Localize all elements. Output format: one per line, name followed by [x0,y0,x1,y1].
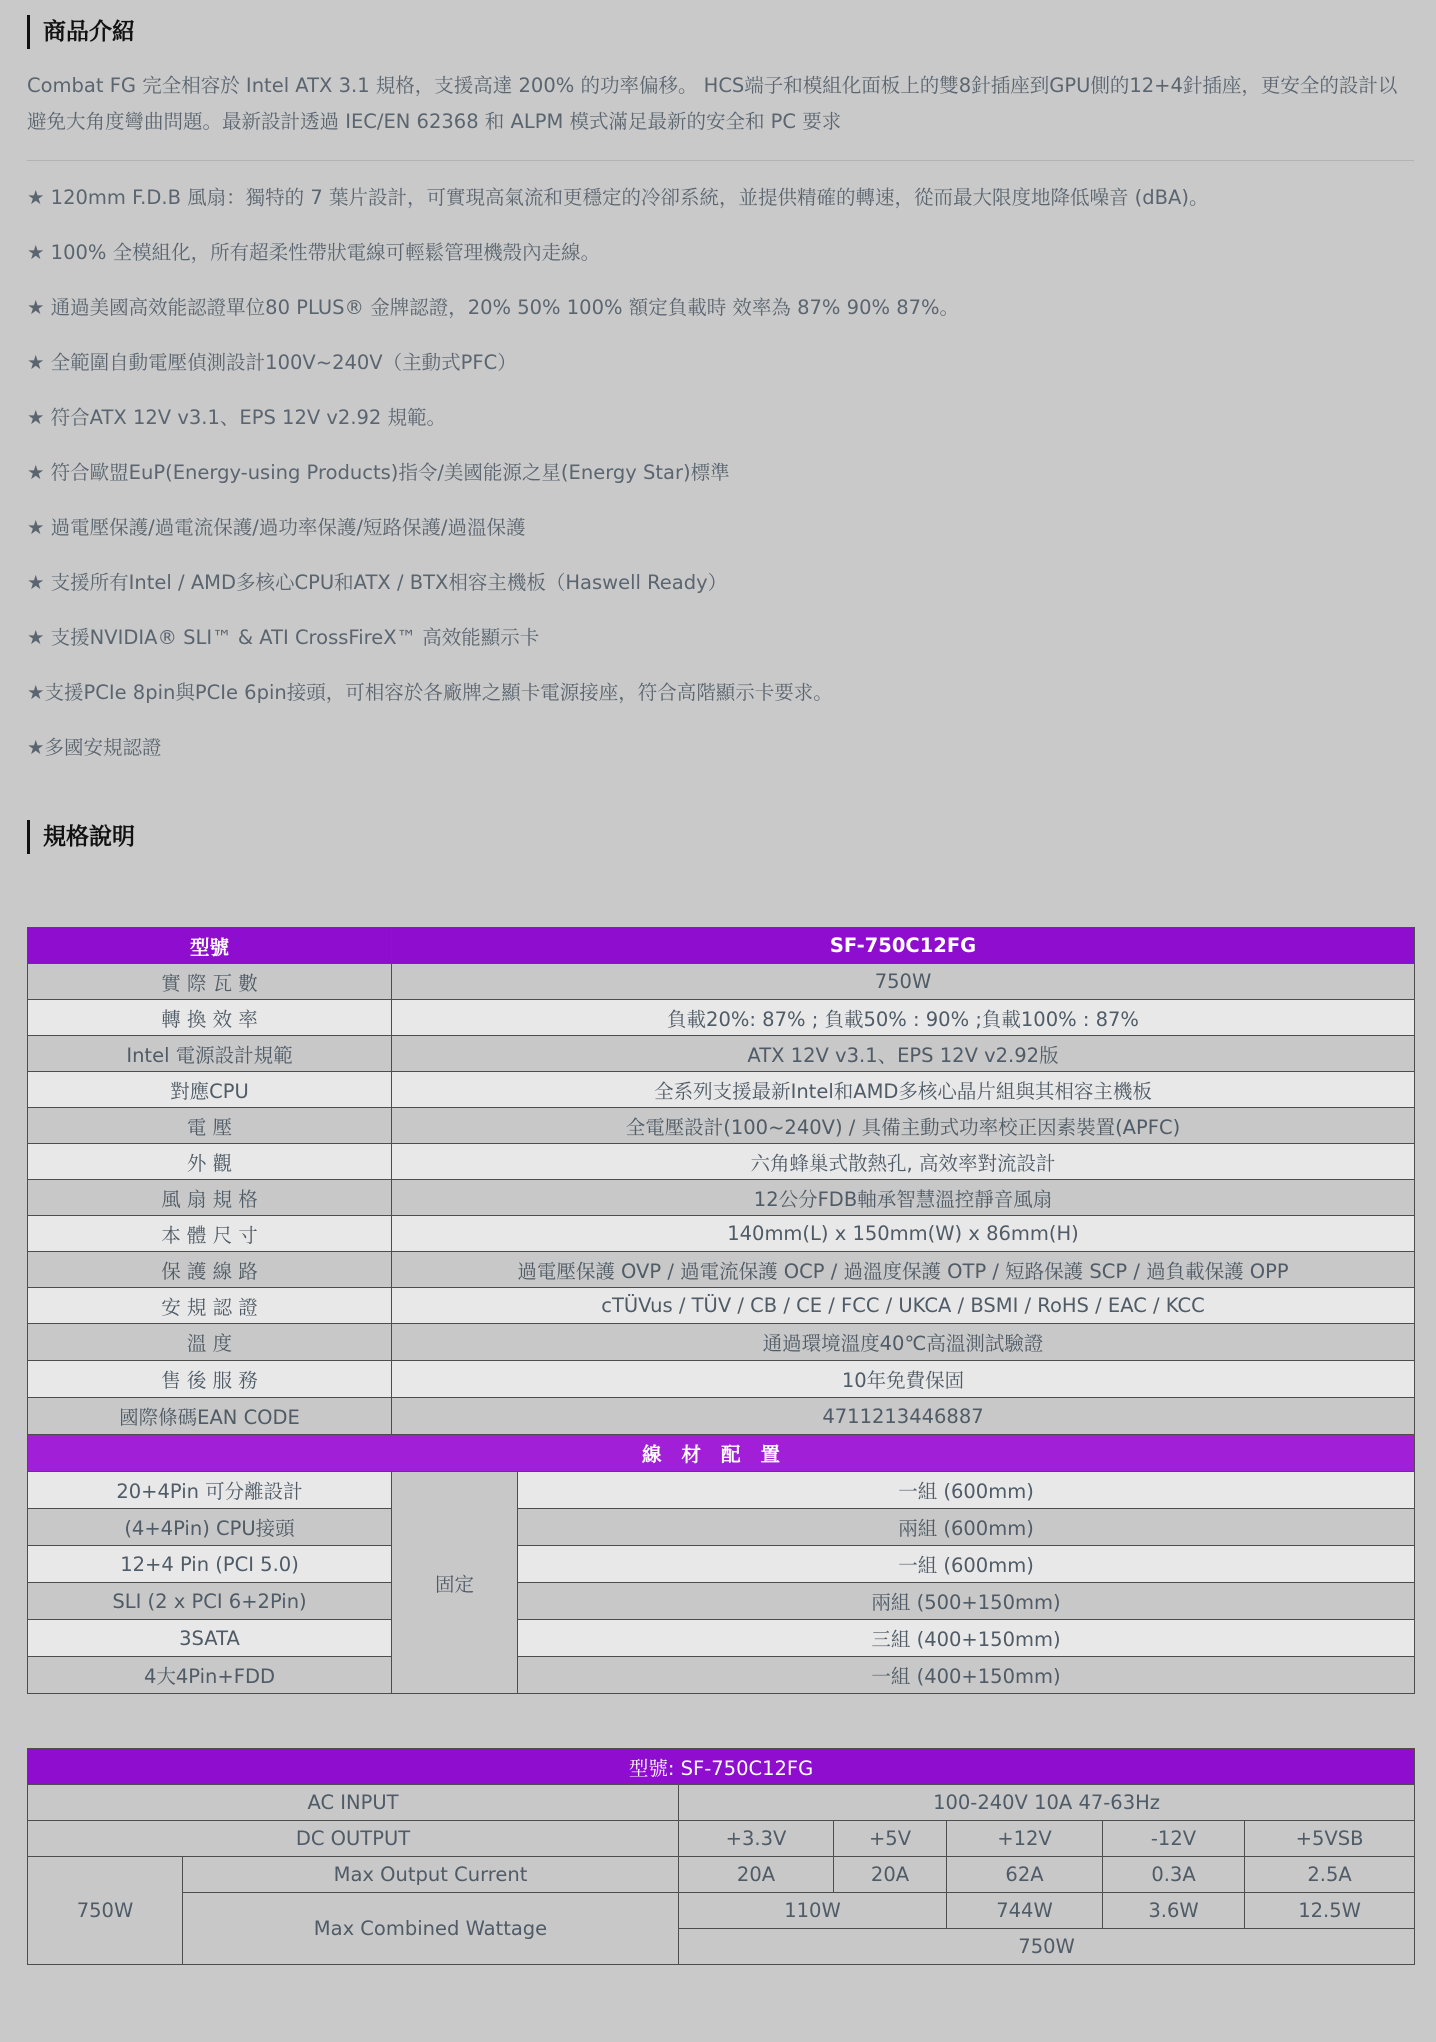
intro-section-title: 商品介紹 [27,15,135,49]
spec-label: 國際條碼EAN CODE [28,1398,392,1435]
feature-item: ★ 支援NVIDIA® SLI™ & ATI CrossFireX™ 高效能顯示卡 [27,626,540,649]
combined-wattage-label: Max Combined Wattage [183,1893,679,1965]
spec-value: 負載20%: 87% ; 負載50% : 90% ;負載100% : 87% [392,1000,1415,1036]
feature-item: ★ 通過美國高效能認證單位80 PLUS® 金牌認證，20% 50% 100% 額定負載時 效率為 87% 90% 87%。 [27,296,960,319]
ac-input-value: 100-240V 10A 47-63Hz [679,1785,1415,1821]
section-divider [27,160,1414,161]
cable-config-header: 線材配置 [28,1435,1415,1472]
intro-paragraph: Combat FG 完全相容於 Intel ATX 3.1 規格，支援高達 200% 的功率偏移。 HCS端子和模組化面板上的雙8針插座到GPU側的12+4針插座，更安全的設計以避免大角度彎曲問題。最新設計透過 IEC/EN 62368 和 ALPM 模式滿足最新的安全和 PC 要求 [27,74,1398,133]
feature-item: ★ 符合ATX 12V v3.1、EPS 12V v2.92 規範。 [27,406,447,429]
cable-value: 兩組 (500+150mm) [518,1583,1415,1620]
spec-value: 通過環境溫度40℃高溫測試驗證 [392,1324,1415,1361]
cable-value: 一組 (600mm) [518,1546,1415,1583]
dc-output-label: DC OUTPUT [28,1821,679,1857]
combined-wattage-value: 744W [947,1893,1103,1929]
total-wattage-value: 750W [679,1929,1415,1965]
cable-type: 固定 [392,1472,518,1694]
cable-value: 兩組 (600mm) [518,1509,1415,1546]
max-output-value: 20A [679,1857,834,1893]
combined-wattage-value: 3.6W [1103,1893,1245,1929]
spec-section-title: 規格說明 [27,820,135,854]
power-table [27,1748,1415,1965]
max-output-value: 0.3A [1103,1857,1245,1893]
spec-label: 本 體 尺 寸 [28,1216,392,1252]
cable-label: 20+4Pin 可分離設計 [28,1472,392,1509]
spec-table [27,927,1415,1694]
cable-value: 一組 (400+150mm) [518,1657,1415,1694]
rail-label: +3.3V [679,1821,834,1857]
spec-label: 外 觀 [28,1144,392,1180]
cable-label: 3SATA [28,1620,392,1657]
cable-label: 4大4Pin+FDD [28,1657,392,1694]
spec-model-value: SF-750C12FG [392,928,1415,964]
spec-label: 安 規 認 證 [28,1288,392,1324]
feature-item: ★ 100% 全模組化，所有超柔性帶狀電線可輕鬆管理機殼內走線。 [27,241,601,264]
power-table-title: 型號: SF-750C12FG [28,1749,1415,1785]
feature-item: ★ 120mm F.D.B 風扇：獨特的 7 葉片設計，可實現高氣流和更穩定的冷卻系統，並提供精確的轉速，從而最大限度地降低噪音 (dBA)。 [27,186,1209,209]
feature-list [27,180,1414,785]
spec-label: 風 扇 規 格 [28,1180,392,1216]
feature-item: ★ 全範圍自動電壓偵測設計100V~240V（主動式PFC） [27,351,517,374]
psu-wattage: 750W [28,1857,183,1965]
cable-label: 12+4 Pin (PCI 5.0) [28,1546,392,1583]
spec-value: cTÜVus / TÜV / CB / CE / FCC / UKCA / BSMI / RoHS / EAC / KCC [392,1288,1415,1324]
feature-item: ★支援PCIe 8pin與PCIe 6pin接頭，可相容於各廠牌之顯卡電源接座，符合高階顯示卡要求。 [27,681,833,704]
feature-item: ★ 符合歐盟EuP(Energy-using Products)指令/美國能源之星(Energy Star)標準 [27,461,730,484]
max-output-value: 62A [947,1857,1103,1893]
feature-item: ★ 過電壓保護/過電流保護/過功率保護/短路保護/過溫保護 [27,516,526,539]
spec-value: 4711213446887 [392,1398,1415,1435]
cable-label: SLI (2 x PCI 6+2Pin) [28,1583,392,1620]
spec-label: 實 際 瓦 數 [28,964,392,1000]
spec-value: ATX 12V v3.1、EPS 12V v2.92版 [392,1036,1415,1072]
spec-label: 保 護 線 路 [28,1252,392,1288]
rail-label: -12V [1103,1821,1245,1857]
spec-label: 溫 度 [28,1324,392,1361]
max-output-value: 2.5A [1245,1857,1415,1893]
spec-value: 10年免費保固 [392,1361,1415,1398]
ac-input-label: AC INPUT [28,1785,679,1821]
feature-item: ★多國安規認證 [27,736,162,759]
spec-value: 12公分FDB軸承智慧溫控靜音風扇 [392,1180,1415,1216]
cable-value: 一組 (600mm) [518,1472,1415,1509]
rail-label: +5V [834,1821,947,1857]
spec-label: 對應CPU [28,1072,392,1108]
feature-item: ★ 支援所有Intel / AMD多核心CPU和ATX / BTX相容主機板（Haswell Ready） [27,571,728,594]
spec-value: 全系列支援最新Intel和AMD多核心晶片組與其相容主機板 [392,1072,1415,1108]
spec-value: 全電壓設計(100~240V) / 具備主動式功率校正因素裝置(APFC) [392,1108,1415,1144]
spec-value: 過電壓保護 OVP / 過電流保護 OCP / 過溫度保護 OTP / 短路保護 SCP / 過負載保護 OPP [392,1252,1415,1288]
max-output-value: 20A [834,1857,947,1893]
cable-label: (4+4Pin) CPU接頭 [28,1509,392,1546]
spec-value: 六角蜂巢式散熱孔, 高效率對流設計 [392,1144,1415,1180]
combined-wattage-value: 12.5W [1245,1893,1415,1929]
spec-label: 電 壓 [28,1108,392,1144]
rail-label: +12V [947,1821,1103,1857]
max-output-label: Max Output Current [183,1857,679,1893]
combined-wattage-value: 110W [679,1893,947,1929]
cable-value: 三組 (400+150mm) [518,1620,1415,1657]
spec-label: 轉 換 效 率 [28,1000,392,1036]
rail-label: +5VSB [1245,1821,1415,1857]
spec-label: 售 後 服 務 [28,1361,392,1398]
spec-model-label: 型號 [28,928,392,964]
spec-label: Intel 電源設計規範 [28,1036,392,1072]
spec-value: 750W [392,964,1415,1000]
spec-value: 140mm(L) x 150mm(W) x 86mm(H) [392,1216,1415,1252]
